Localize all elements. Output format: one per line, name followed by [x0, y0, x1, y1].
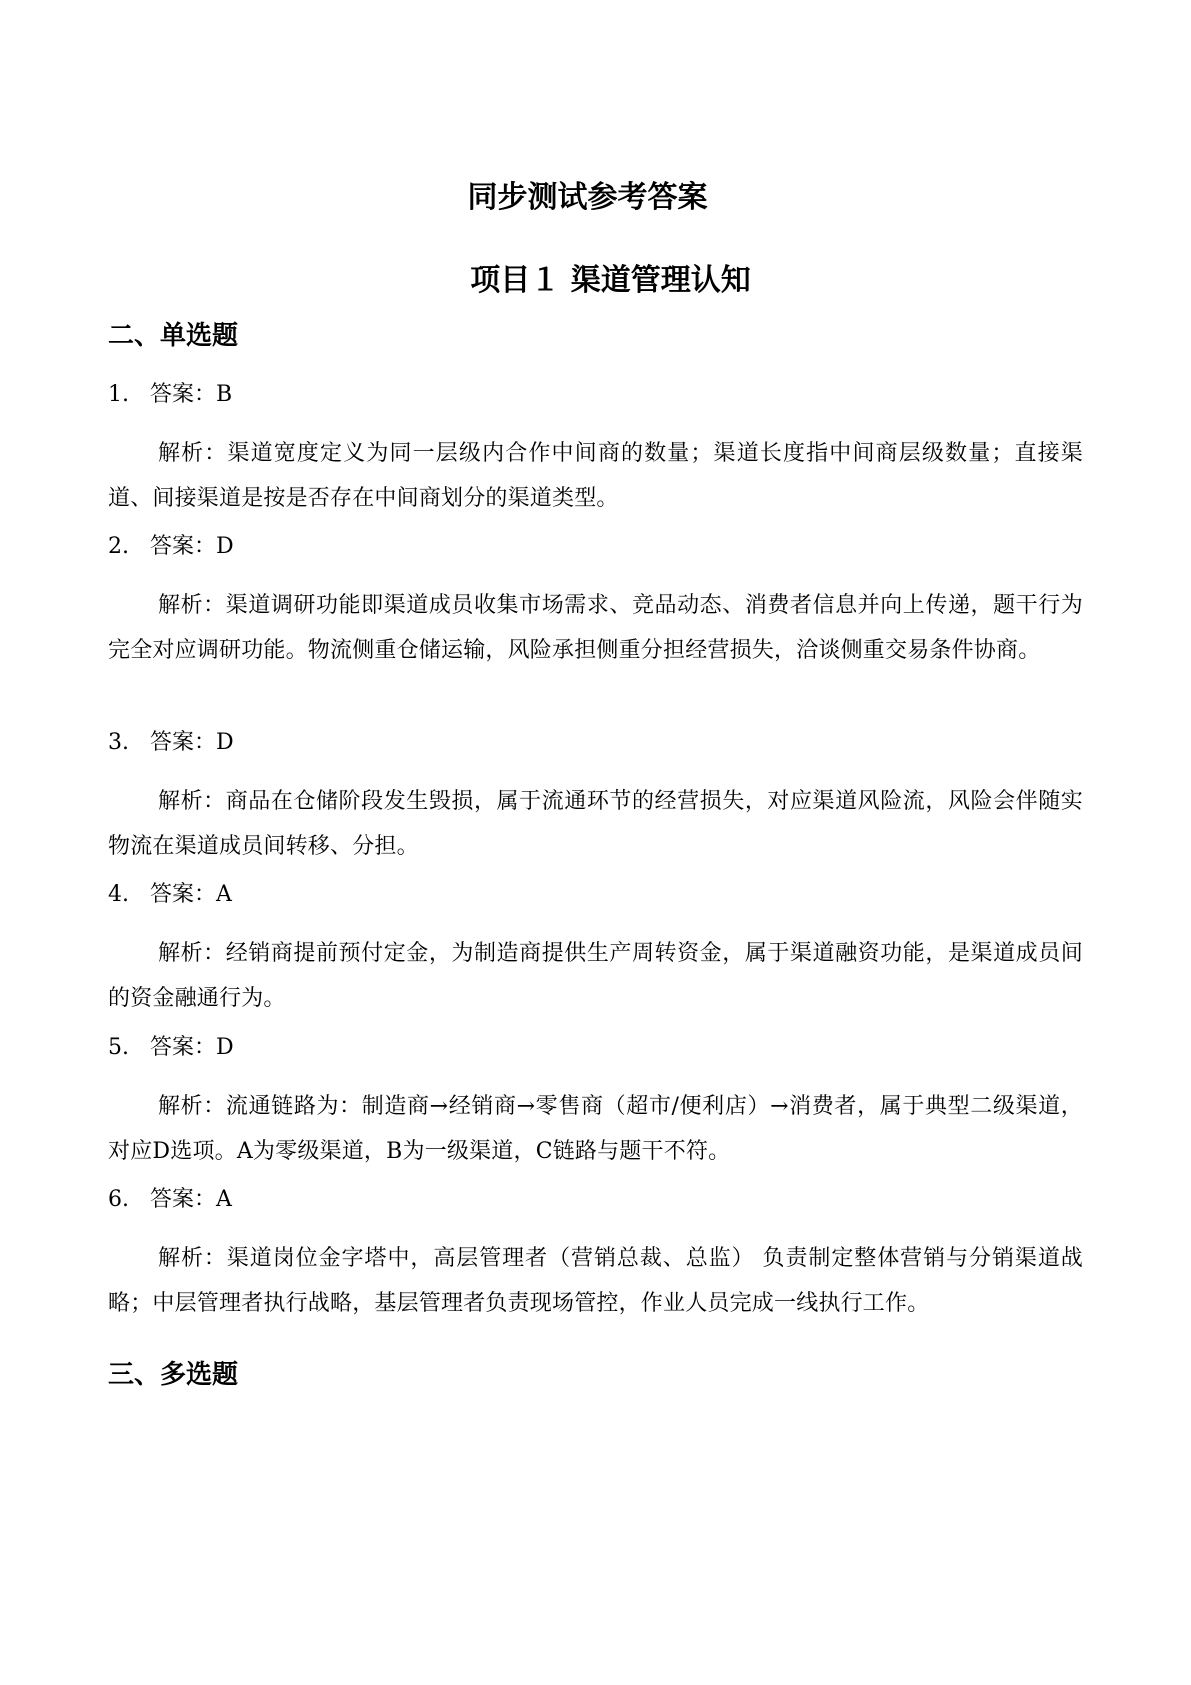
answer-text: 答案：D [150, 1035, 234, 1060]
analysis-text: 解析：经销商提前预付定金，为制造商提供生产周转资金，属于渠道融资功能，是渠道成员间的资金融通行为。 [108, 941, 1083, 1011]
answer-line [108, 532, 1088, 562]
question-item [108, 728, 1088, 869]
answer-line [108, 380, 1088, 410]
answer-line [108, 880, 1088, 910]
question-number: 6. [108, 1187, 129, 1212]
question-item [108, 532, 1088, 673]
question-number: 5. [108, 1035, 129, 1060]
analysis-text: 解析：商品在仓储阶段发生毁损，属于流通环节的经营损失，对应渠道风险流，风险会伴随实物流在渠道成员间转移、分担。 [108, 789, 1083, 859]
question-number: 2. [108, 534, 129, 559]
answer-text: 答案：A [150, 882, 232, 907]
question-item [108, 380, 1088, 521]
analysis-text: 解析：渠道宽度定义为同一层级内合作中间商的数量；渠道长度指中间商层级数量；直接渠道、间接渠道是按是否存在中间商划分的渠道类型。 [108, 441, 1083, 511]
answer-line [108, 1185, 1088, 1215]
analysis-text: 解析：渠道调研功能即渠道成员收集市场需求、竞品动态、消费者信息并向上传递，题干行为完全对应调研功能。物流侧重仓储运输，风险承担侧重分担经营损失，洽谈侧重交易条件协商。 [108, 593, 1083, 663]
question-item [108, 1033, 1088, 1174]
answer-text: 答案：A [150, 1187, 232, 1212]
project-title: 项目１ 渠道管理认知 [470, 263, 751, 298]
question-number: 4. [108, 882, 129, 907]
analysis-text: 解析：渠道岗位金字塔中，高层管理者（营销总裁、总监） 负责制定整体营销与分销渠道战略；中层管理者执行战略，基层管理者负责现场管控，作业人员完成一线执行工作。 [108, 1246, 1083, 1316]
analysis-text: 解析：流通链路为：制造商→经销商→零售商（超市/便利店）→消费者，属于典型二级渠道，对应D选项。A为零级渠道，B为一级渠道，C链路与题干不符。 [108, 1094, 1083, 1164]
question-item [108, 880, 1088, 1021]
answer-text: 答案：D [150, 730, 234, 755]
answer-line [108, 728, 1088, 758]
answer-line [108, 1033, 1088, 1063]
section-heading-single-choice: 二、单选题 [108, 321, 239, 351]
question-item [108, 1185, 1088, 1326]
question-number: 1. [108, 382, 129, 407]
answer-text: 答案：D [150, 534, 234, 559]
document-title: 同步测试参考答案 [467, 180, 708, 215]
section-heading-multiple-choice: 三、多选题 [108, 1360, 239, 1390]
answer-text: 答案：B [150, 382, 233, 407]
question-number: 3. [108, 730, 129, 755]
